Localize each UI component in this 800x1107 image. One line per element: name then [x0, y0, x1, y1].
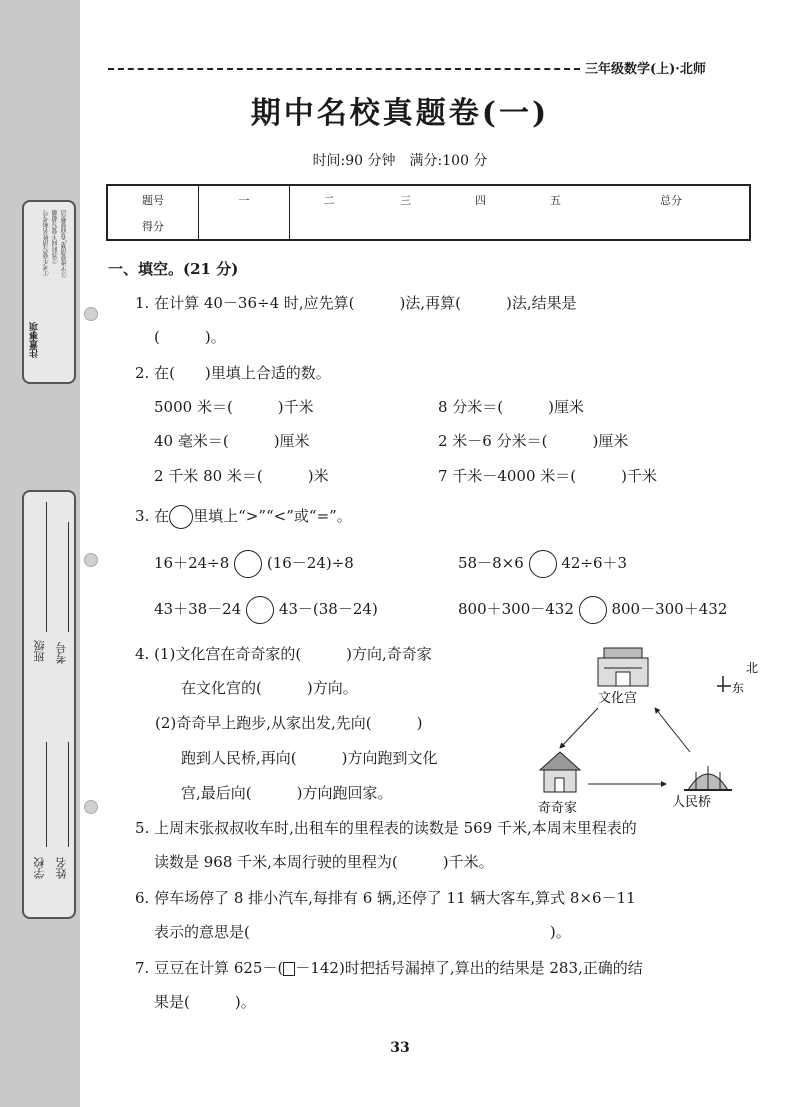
q2-item: 2 米－6 分米＝( )厘米 — [438, 432, 629, 450]
score-row-label: 得分 — [107, 213, 199, 240]
qiqi-home-label: 奇奇家 — [538, 801, 578, 815]
compare-circle[interactable] — [529, 550, 557, 578]
compare-circle[interactable] — [246, 596, 274, 624]
q3-item — [458, 550, 627, 578]
score-table-cell: 三 — [368, 185, 443, 213]
q4-line: 跑到人民桥,再向( )方向跑到文化 — [181, 749, 438, 767]
q2-title: 2. 在( )里填上合适的数。 — [135, 364, 331, 382]
q7-line-2: 果是( )。 — [154, 993, 256, 1011]
class-label: 班级 — [33, 640, 46, 662]
school-label: 学校 — [33, 857, 46, 879]
q3-item — [458, 596, 727, 624]
culture-palace-icon — [598, 648, 648, 686]
q3-expr-right: 42÷6＋3 — [561, 554, 628, 572]
page-title: 期中名校真题卷(一) — [250, 96, 550, 131]
q3-title-post: 里填上“>”“<”或“=”。 — [193, 507, 352, 525]
q7-line-1 — [135, 957, 643, 978]
exam-no-line — [68, 522, 69, 632]
q2-item: 8 分米＝( )厘米 — [438, 398, 585, 416]
punch-hole — [84, 553, 98, 567]
q2-item: 40 毫米＝( )厘米 — [154, 432, 310, 450]
arrow-bridge-to-palace — [655, 708, 690, 752]
compare-circle[interactable] — [579, 596, 607, 624]
q4-line: 4. (1)文化宫在奇奇家的( )方向,奇奇家 — [135, 645, 432, 663]
score-table — [106, 184, 751, 241]
q2-item: 7 千米－4000 米＝( )千米 — [438, 467, 657, 485]
q3-expr-left: 58－8×6 — [458, 554, 524, 572]
east-label: 东 — [732, 681, 745, 695]
name-label: 姓名 — [55, 857, 68, 879]
score-table-cell: 总分 — [593, 185, 750, 213]
circle-icon — [169, 505, 193, 529]
q1-line-2: ( )。 — [154, 328, 226, 346]
score-input-cell[interactable] — [199, 213, 290, 240]
blank-square-icon — [283, 962, 295, 976]
people-bridge-icon — [684, 766, 732, 790]
q2-item: 5000 米＝( )千米 — [154, 398, 314, 416]
school-line — [46, 742, 47, 847]
score-table-cell: 二 — [290, 185, 368, 213]
punch-hole — [84, 800, 98, 814]
class-line — [46, 502, 47, 632]
q3-expr-right: 43－(38－24) — [278, 600, 378, 618]
score-table-cell: 题号 — [107, 185, 199, 213]
direction-map — [520, 640, 765, 815]
q4-line: 在文化宫的( )方向。 — [181, 679, 358, 697]
score-table-cell: 五 — [518, 185, 593, 213]
q2-item: 2 千米 80 米＝( )米 — [154, 467, 329, 485]
student-info-box — [22, 490, 76, 919]
people-bridge-label: 人民桥 — [672, 795, 712, 810]
q3-expr-left: 800＋300－432 — [458, 600, 574, 618]
q7-pre: 7. 豆豆在计算 625－( — [135, 959, 284, 977]
culture-palace-label: 文化宫 — [598, 691, 638, 706]
q3-expr-right: 800－300＋432 — [611, 600, 728, 618]
q7-post: －142)时把括号漏掉了,算出的结果是 283,正确的结 — [295, 959, 643, 977]
score-input-cell[interactable] — [290, 213, 751, 240]
q3-expr-left: 43＋38－24 — [154, 600, 242, 618]
score-table-cell: 一 — [199, 185, 290, 213]
q6-line-2: 表示的意思是( )。 — [154, 923, 571, 941]
section-heading: 一、填空。(21 分) — [108, 260, 239, 278]
punch-hole — [84, 307, 98, 321]
q5-line-2: 读数是 968 千米,本周行驶的里程为( )千米。 — [154, 853, 494, 871]
q3-item — [154, 550, 354, 578]
q4-line: 宫,最后向( )方向跑回家。 — [181, 784, 393, 802]
exam-no-label: 考号 — [55, 642, 68, 664]
q3-title — [135, 505, 352, 529]
score-table-cell: 四 — [443, 185, 518, 213]
q4-line: (2)奇奇早上跑步,从家出发,先向( ) — [155, 714, 423, 732]
name-line — [68, 742, 69, 847]
q1-line-1: 1. 在计算 40－36÷4 时,应先算( )法,再算( )法,结果是 — [135, 294, 577, 312]
q3-title-pre: 3. 在 — [135, 507, 170, 525]
time-score-info: 时间:90 分钟 满分:100 分 — [312, 153, 488, 169]
q5-line-1: 5. 上周末张叔叔收车时,出租车的里程表的读数是 569 千米,本周末里程表的 — [135, 819, 637, 837]
page-number: 33 — [390, 1040, 410, 1056]
notice-box — [22, 200, 76, 384]
notice-line-3: ③字迹要清楚,卷面要整洁 — [61, 210, 68, 278]
subject-label: 三年级数学(上)·北师 — [585, 62, 706, 77]
north-label: 北 — [746, 661, 759, 675]
q3-expr-left: 16＋24÷8 — [154, 554, 230, 572]
q3-expr-right: (16－24)÷8 — [266, 554, 354, 572]
notice-line-1: ①考生要写清姓名和考号 — [43, 210, 50, 276]
notice-line-2: ②答时间不要写超越 — [52, 210, 59, 264]
q6-line-1: 6. 停车场停了 8 排小汽车,每排有 6 辆,还停了 11 辆大客车,算式 8×6－11 — [135, 889, 636, 907]
notice-title: 注意事项 — [30, 322, 40, 358]
arrow-palace-to-home — [560, 708, 598, 748]
qiqi-home-icon — [540, 752, 580, 792]
compare-circle[interactable] — [234, 550, 262, 578]
q3-item — [154, 596, 378, 624]
header-dashed-line — [108, 68, 580, 70]
